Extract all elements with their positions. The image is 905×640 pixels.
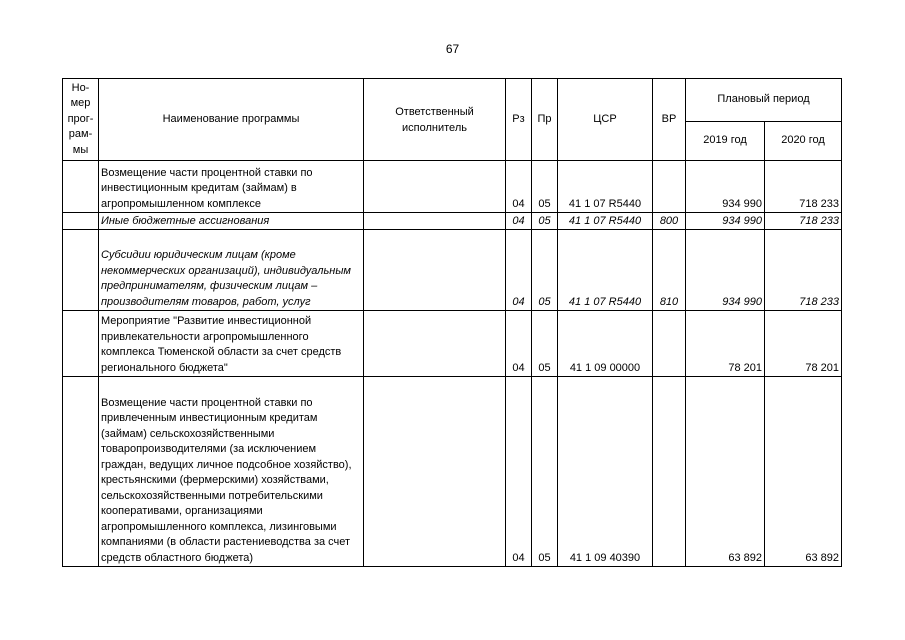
cell-responsible <box>364 311 506 377</box>
cell-vr: 800 <box>653 213 686 230</box>
cell-num <box>63 213 99 230</box>
header-year-2020: 2020 год <box>765 122 842 161</box>
cell-rz: 04 <box>506 230 532 311</box>
cell-num <box>63 311 99 377</box>
cell-csr: 41 1 09 40390 <box>558 377 653 567</box>
cell-2019: 934 990 <box>686 161 765 213</box>
table-header <box>63 79 842 161</box>
header-planned-period: Плановый период <box>686 79 842 122</box>
cell-vr <box>653 311 686 377</box>
header-rz: Рз <box>506 79 532 161</box>
cell-num <box>63 161 99 213</box>
cell-responsible <box>364 230 506 311</box>
table-row <box>63 161 842 213</box>
table-row <box>63 311 842 377</box>
cell-vr: 810 <box>653 230 686 311</box>
cell-pr: 05 <box>532 230 558 311</box>
page-number: 67 <box>445 42 460 56</box>
cell-pr: 05 <box>532 377 558 567</box>
header-program-number <box>63 79 99 161</box>
cell-2020: 718 233 <box>765 230 842 311</box>
budget-table <box>62 78 842 567</box>
cell-pr: 05 <box>532 311 558 377</box>
cell-csr: 41 1 07 R5440 <box>558 230 653 311</box>
header-year-2019: 2019 год <box>686 122 765 161</box>
cell-vr <box>653 161 686 213</box>
cell-2019: 78 201 <box>686 311 765 377</box>
header-csr: ЦСР <box>558 79 653 161</box>
table-body <box>63 161 842 567</box>
cell-responsible <box>364 161 506 213</box>
cell-program-name: Возмещение части процентной ставки по инвестиционным кредитам (займам) в агропромышленном комплексе <box>99 161 364 213</box>
cell-rz: 04 <box>506 377 532 567</box>
cell-pr: 05 <box>532 161 558 213</box>
cell-responsible <box>364 377 506 567</box>
cell-csr: 41 1 07 R5440 <box>558 213 653 230</box>
cell-2020: 718 233 <box>765 161 842 213</box>
table-row <box>63 230 842 311</box>
cell-2019: 934 990 <box>686 230 765 311</box>
header-vr: ВР <box>653 79 686 161</box>
header-program-name: Наименование программы <box>99 79 364 161</box>
cell-rz: 04 <box>506 311 532 377</box>
cell-csr: 41 1 07 R5440 <box>558 161 653 213</box>
cell-2020: 718 233 <box>765 213 842 230</box>
cell-program-name: Иные бюджетные ассигнования <box>99 213 364 230</box>
header-program-number-text: Но- мер прог- рам- мы <box>67 81 94 156</box>
table-row <box>63 377 842 567</box>
cell-responsible <box>364 213 506 230</box>
header-pr: Пр <box>532 79 558 161</box>
cell-rz: 04 <box>506 161 532 213</box>
cell-num <box>63 230 99 311</box>
cell-program-name: Мероприятие "Развитие инвестиционной привлекательности агропромышленного комплекса Тюменской области за счет средств регионального бюджета" <box>99 311 364 377</box>
cell-pr: 05 <box>532 213 558 230</box>
table-row <box>63 213 842 230</box>
cell-csr: 41 1 09 00000 <box>558 311 653 377</box>
header-responsible: Ответственный исполнитель <box>364 79 506 161</box>
cell-2020: 78 201 <box>765 311 842 377</box>
cell-vr <box>653 377 686 567</box>
cell-2019: 934 990 <box>686 213 765 230</box>
cell-2019: 63 892 <box>686 377 765 567</box>
cell-num <box>63 377 99 567</box>
cell-rz: 04 <box>506 213 532 230</box>
cell-2020: 63 892 <box>765 377 842 567</box>
cell-program-name: Субсидии юридическим лицам (кроме некоммерческих организаций), индивидуальным предпринимателям, физическим лицам – производителям товаров, работ, услуг <box>99 230 364 311</box>
cell-program-name: Возмещение части процентной ставки по привлеченным инвестиционным кредитам (займам) сельскохозяйственными товаропроизводителями (за исключением граждан, ведущих личное подсобное хозяйство), крестьянскими (фермерскими) хозяйствами, сельскохозяйственными потребительскими кооперативами, организациями агропромышленного комплекса, лизинговыми компаниями (в области растениеводства за счет средств областного бюджета) <box>99 377 364 567</box>
